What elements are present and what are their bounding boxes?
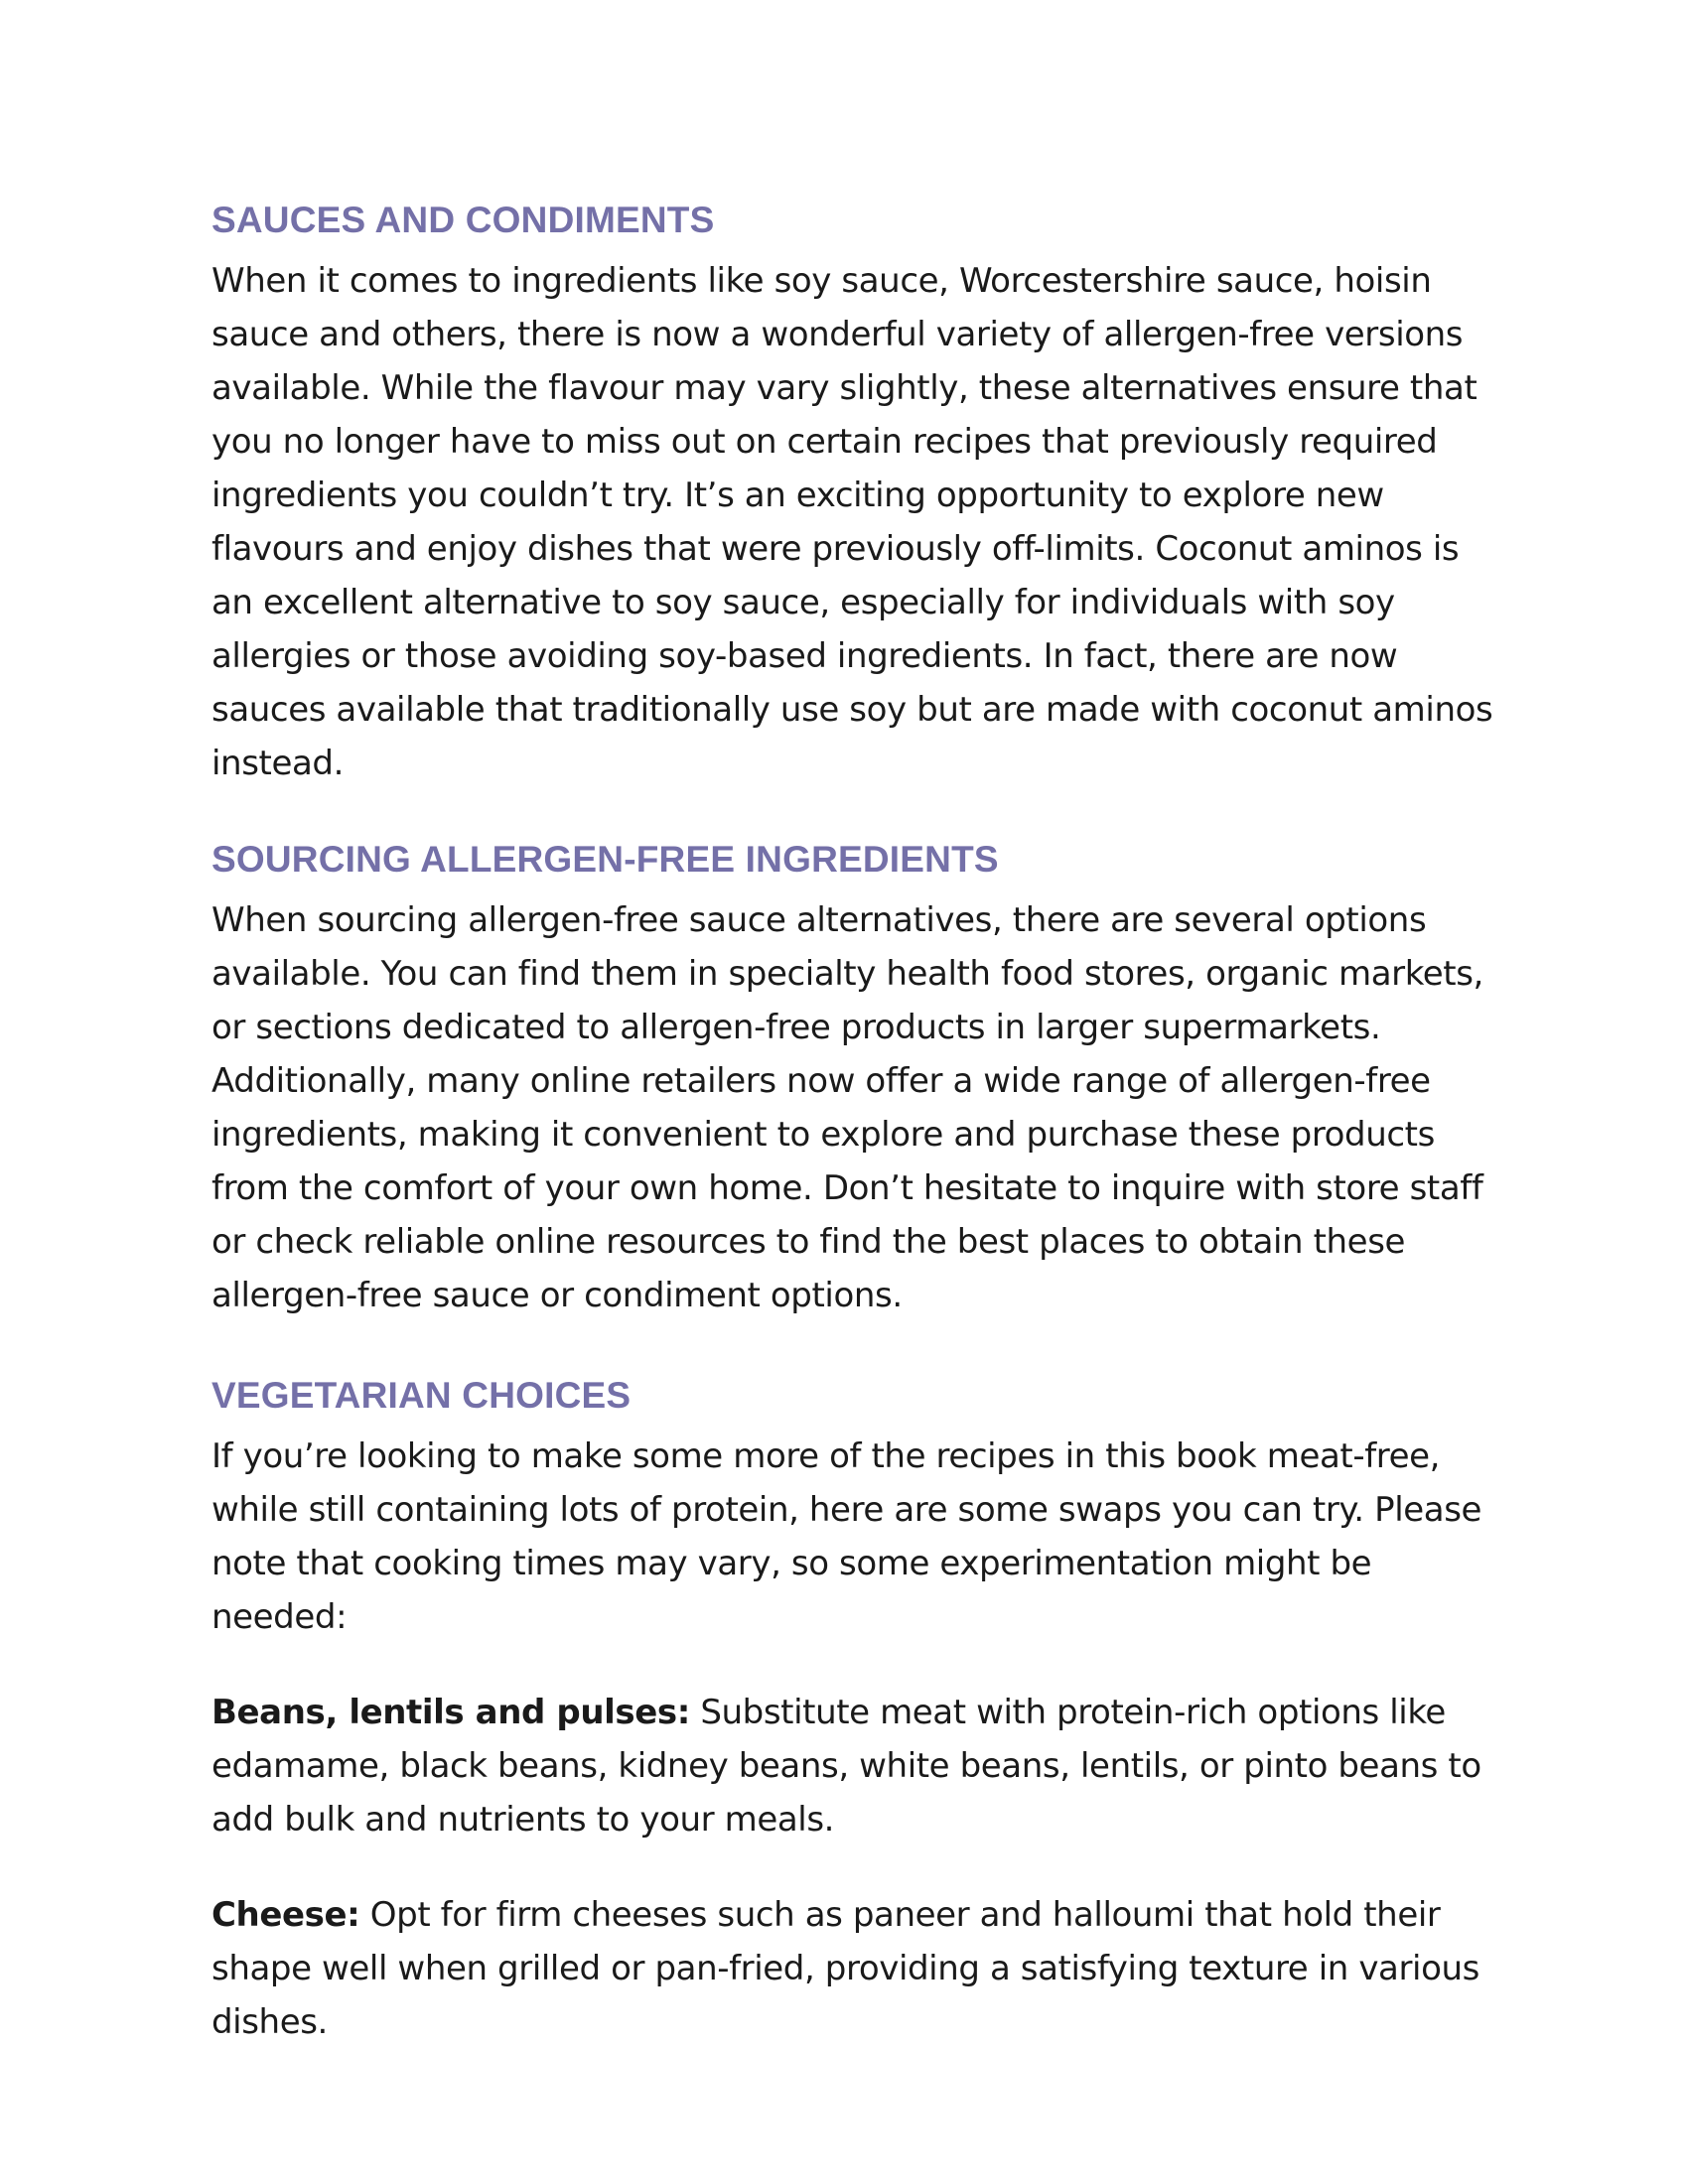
section-body: When it comes to ingredients like soy sauce, Worcestershire sauce, hoisin sauce and others, there is now a wonderful variety of allergen-free versions available. While the flavour may vary slightly, these alternatives ensure that you no longer have to miss out on certain recipes that previously required ingredients you couldn’t try. It’s an exciting opportunity to explore new flavours and enjoy dishes that were previously off-limits. Coconut aminos is an excellent alternative to soy sauce, especially for individuals with soy allergies or those avoiding soy-based ingredients. In fact, there are now sauces available that traditionally use soy but are made with coconut aminos instead. bbox=[211, 261, 1493, 783]
section-body: When sourcing allergen-free sauce alternatives, there are several options available. You can find them in specialty health food stores, organic markets, or sections dedicated to allergen-free products in larger supermarkets. Additionally, many online retailers now offer a wide range of allergen-free ingredients, making it convenient to explore and purchase these products from the comfort of your own home. Don’t hesitate to inquire with store staff or check reliable online resources to find the best places to obtain these allergen-free sauce or condiment options. bbox=[211, 900, 1483, 1315]
swap-item-beans bbox=[211, 1686, 1502, 1846]
section-sourcing-allergen-free-ingredients bbox=[211, 834, 1502, 1322]
page-content bbox=[211, 195, 1502, 2049]
section-vegetarian-choices bbox=[211, 1370, 1502, 2049]
swap-text: Substitute meat with protein-rich options like edamame, black beans, kidney beans, white beans, lentils, or pinto beans to add bulk and nutrients to your meals. bbox=[211, 1693, 1481, 1840]
swap-text: Opt for firm cheeses such as paneer and halloumi that hold their shape well when grilled or pan-fried, providing a satisfying texture in various dishes. bbox=[211, 1895, 1479, 2042]
section-heading: SOURCING ALLERGEN-FREE INGREDIENTS bbox=[211, 839, 999, 880]
section-heading: SAUCES AND CONDIMENTS bbox=[211, 200, 715, 240]
swap-term: Beans, lentils and pulses: bbox=[211, 1693, 690, 1732]
section-body: If you’re looking to make some more of the recipes in this book meat-free, while still containing lots of protein, here are some swaps you can try. Please note that cooking times may vary, so some experimentation might be needed: bbox=[211, 1436, 1482, 1637]
section-sauces-and-condiments bbox=[211, 195, 1502, 790]
section-heading: VEGETARIAN CHOICES bbox=[211, 1375, 632, 1416]
swap-term: Cheese: bbox=[211, 1895, 360, 1935]
swap-item-cheese bbox=[211, 1888, 1502, 2049]
